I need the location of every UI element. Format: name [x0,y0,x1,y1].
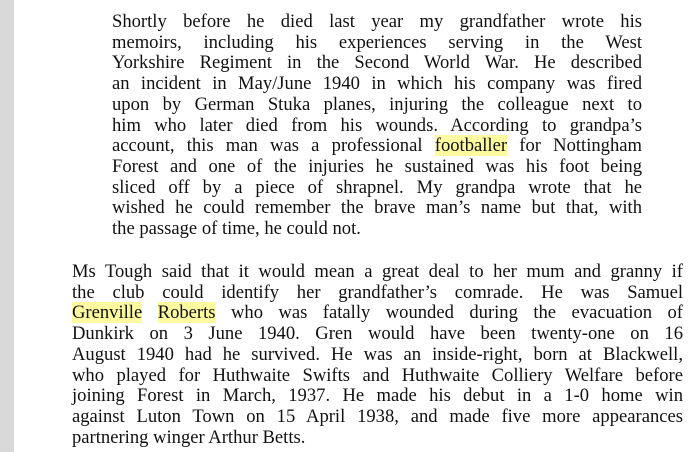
line-text: Yorkshire Regiment in the Second World War. He described [112,52,642,74]
text-line [112,95,642,116]
window-gutter [0,0,14,452]
line-text: Shortly before he died last year my grandfather wrote his [112,11,642,32]
text-line [72,324,683,345]
line-text: account, this man was a professional [112,135,435,157]
line-text: the club could identify her grandfather’s comrade. He was Samuel [72,281,683,303]
text-line [112,33,642,54]
text-line [112,198,642,219]
text-line [112,53,642,74]
highlighted-word[interactable]: footballer [434,135,508,157]
highlighted-word[interactable]: Grenville [72,302,143,324]
line-text: August 1940 had he survived. He was an inside-right, born at Blackwell, [72,343,683,365]
line-text: an incident in May/June 1940 in which his company was fired [112,73,642,95]
line-text: who played for Huthwaite Swifts and Huthwaite Colliery Welfare before [72,364,683,386]
quoted-paragraph [112,12,642,240]
line-text: Dunkirk on 3 June 1940. Gren would have been twenty-one on 16 [72,323,683,345]
line-text: upon by German Stuka planes, injuring the colleague next to [112,93,642,115]
text-line [72,303,683,324]
line-text: partnering winger Arthur Betts. [72,426,306,448]
line-text: wished he could remember the brave man’s name but that, with [112,197,642,219]
line-text: for Nottingham [507,135,642,157]
body-paragraph [72,262,683,448]
text-line [72,366,683,387]
line-text: memoirs, including his experiences serving in the West [112,31,642,53]
line-text: against Luton Town on 15 April 1938, and made five more appearances [72,405,683,427]
line-text: Forest and one of the injuries he sustained was his foot being [112,155,642,177]
line-text: Ms Tough said that it would mean a great deal to her mum and granny if [72,261,683,282]
text-line [112,12,642,33]
text-line [112,136,642,157]
text-line [112,116,642,137]
text-line [112,74,642,95]
line-text: the passage of time, he could not. [112,218,361,240]
text-line [72,345,683,366]
text-line [72,386,683,407]
line-text: sliced off by a piece of shrapnel. My grandpa wrote that he [112,176,642,198]
text-line [72,262,683,283]
text-line [112,219,642,240]
document-page [14,0,689,452]
text-line [112,178,642,199]
text-line [72,283,683,304]
text-line [112,157,642,178]
text-line [72,428,683,449]
highlighted-word[interactable]: Roberts [157,302,216,324]
line-text: him who later died from his wounds. According to grandpa’s [112,114,642,136]
line-text: joining Forest in March, 1937. He made his debut in a 1-0 home win [72,385,683,407]
line-text: who was fatally wounded during the evacuation of [215,302,683,324]
text-line [72,407,683,428]
